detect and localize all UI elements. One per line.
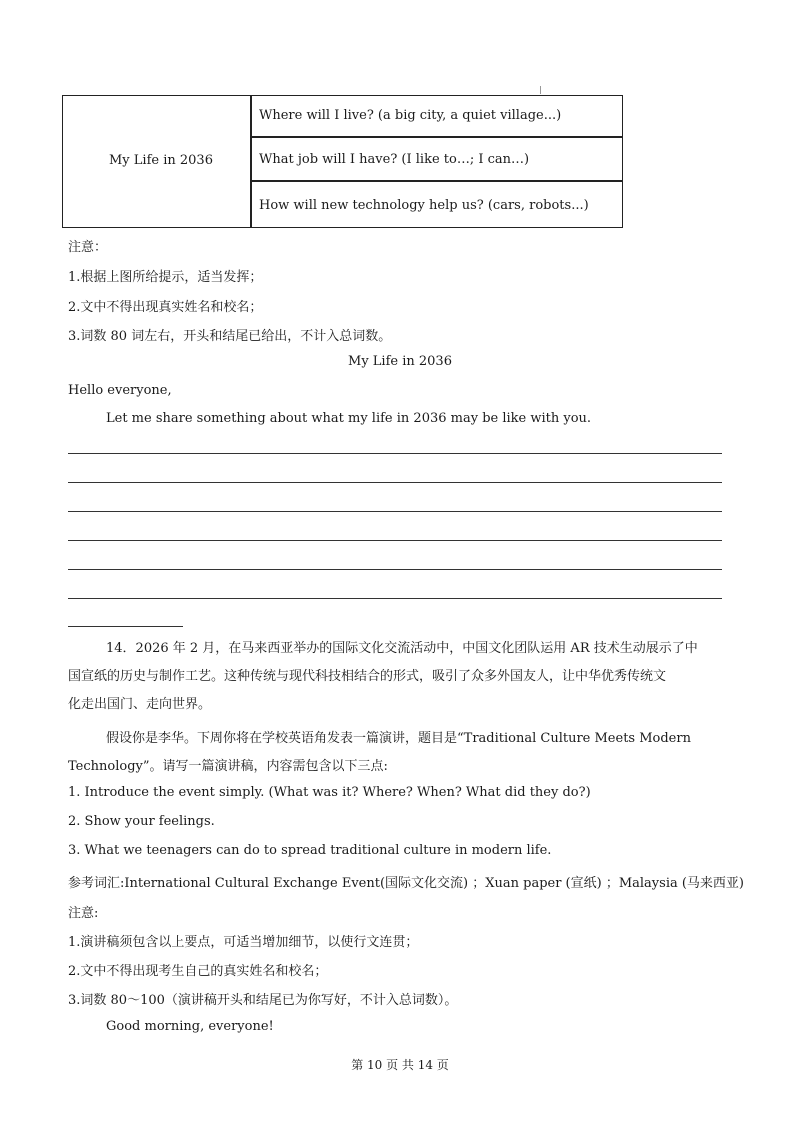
writing-line bbox=[68, 598, 722, 599]
writing-line bbox=[68, 540, 722, 541]
q14-task: 假设你是李华。下周你将在学校英语角发表一篇演讲，题目是“Traditional Culture Meets Modern bbox=[106, 731, 691, 746]
q14-vocab: 参考词汇:International Cultural Exchange Event(国际文化交流) ；Xuan paper (宣纸) ；Malaysia (马来西亚) bbox=[68, 876, 745, 891]
note-item: 2.文中不得出现考生自己的真实姓名和校名； bbox=[68, 964, 328, 979]
q14-text: 14．2026 年 2 月，在马来西亚举办的国际文化交流活动中，中国文化团队运用 AR 技术生动展示了中 bbox=[106, 641, 698, 656]
essay-opening: Let me share something about what my life in 2036 may be like with you. bbox=[106, 411, 592, 426]
writing-line bbox=[68, 626, 183, 627]
scan-mark bbox=[540, 86, 541, 94]
outline-table bbox=[62, 95, 623, 228]
note-item: 1.根据上图所给提示，适当发挥； bbox=[68, 270, 263, 285]
note-item: 3.词数 80 词左右，开头和结尾已给出，不计入总词数。 bbox=[68, 329, 392, 344]
table-row: How will new technology help us? (cars, robots...) bbox=[259, 198, 589, 213]
note-item: 3.词数 80～100（演讲稿开头和结尾已为你写好，不计入总词数）。 bbox=[68, 993, 458, 1008]
writing-line bbox=[68, 482, 722, 483]
q14-text: 国宣纸的历史与制作工艺。这种传统与现代科技相结合的形式，吸引了众多外国友人，让中华优秀传统文 bbox=[68, 669, 667, 684]
essay-title: My Life in 2036 bbox=[348, 354, 452, 369]
q14-task: Technology”。请写一篇演讲稿，内容需包含以下三点: bbox=[68, 759, 388, 774]
speech-greeting: Good morning, everyone! bbox=[106, 1019, 274, 1034]
table-divider bbox=[250, 180, 622, 182]
page-footer: 第 10 页 共 14 页 bbox=[351, 1058, 449, 1072]
table-divider bbox=[250, 96, 252, 227]
note-item: 2.文中不得出现真实姓名和校名； bbox=[68, 300, 263, 315]
writing-line bbox=[68, 453, 722, 454]
table-topic: My Life in 2036 bbox=[109, 153, 213, 168]
q14-text: 化走出国门、走向世界。 bbox=[68, 697, 212, 712]
essay-greeting: Hello everyone, bbox=[68, 383, 172, 398]
table-row: What job will I have? (I like to…; I can…) bbox=[259, 152, 530, 167]
table-divider bbox=[250, 136, 622, 138]
table-row: Where will I live? (a big city, a quiet village...) bbox=[259, 108, 562, 123]
notes-heading: 注意： bbox=[68, 240, 108, 255]
writing-line bbox=[68, 569, 722, 570]
writing-line bbox=[68, 511, 722, 512]
q14-point: 1. Introduce the event simply. (What was it? Where? When? What did they do?) bbox=[68, 785, 591, 800]
note-item: 1.演讲稿须包含以上要点，可适当增加细节，以使行文连贯； bbox=[68, 935, 419, 950]
q14-point: 2. Show your feelings. bbox=[68, 814, 215, 829]
notes-heading: 注意: bbox=[68, 906, 99, 921]
q14-point: 3. What we teenagers can do to spread traditional culture in modern life. bbox=[68, 843, 552, 858]
